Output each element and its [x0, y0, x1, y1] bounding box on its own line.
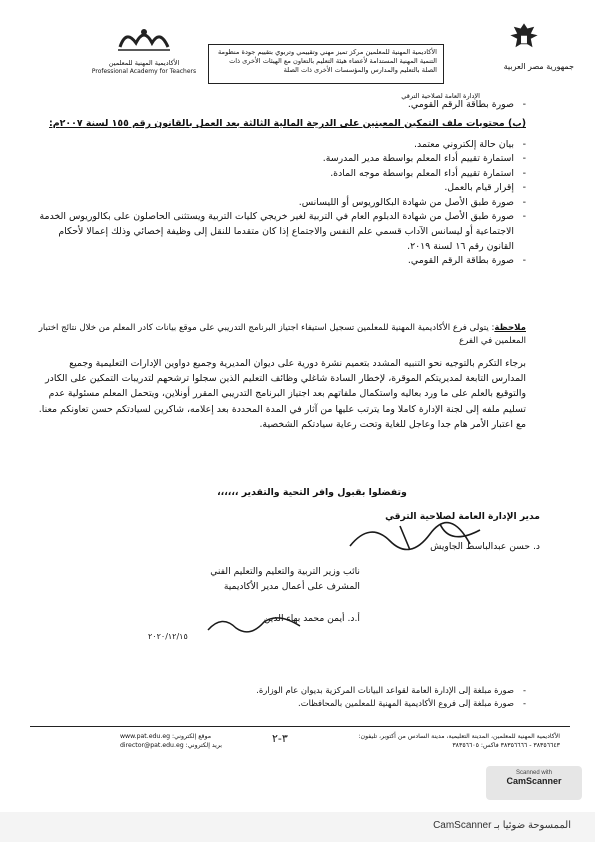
section-b-heading: (ب) محتويات ملف التمكين المعينين على الدرجة المالية الثالثة بعد العمل بالقانون رقم ١٥٥ لسنة ٢٠٠٧م: [49, 118, 526, 129]
note-block [38, 322, 526, 348]
list-item: - استمارة تقييم أداء المعلم بواسطة موجه المادة. [330, 167, 526, 179]
country-name: جمهورية مصر العربية [503, 62, 574, 71]
note-text: : يتولى فرع الأكاديمية المهنية للمعلمين تسجيل استيفاء اجتياز البرنامج التدريبي على موقع بيانات كادر المعلم من خلال نتائج اختبار المعلمين في الفرع [38, 323, 526, 346]
eagle-emblem-icon [507, 20, 541, 54]
list-item: - بيان حالة إلكتروني معتمد. [414, 138, 526, 150]
signatory-1-title: مدير الإدارة العامة لصلاحية الترقي [385, 511, 540, 522]
scanner-watermark [486, 766, 582, 800]
footer-divider [30, 726, 570, 727]
email-link[interactable]: director@pat.edu.eg [120, 741, 184, 749]
bottom-caption-bar [0, 812, 595, 842]
signatory-2-name: أ.د. أيمن محمد بهاء الدين [263, 613, 360, 625]
signature-block-1 [330, 510, 540, 554]
signatory-2-line2: المشرف على أعمال مدير الأكاديمية [223, 580, 360, 592]
list-item: - صورة بطاقة الرقم القومي. [407, 99, 526, 110]
body-paragraph: برجاء التكرم بالتوجيه نحو التنبيه المشدد بتعميم نشرة دورية على ديوان المديرية وجميع دواوين الإدارات التعليمية وجميع المدارس التابعة لمديريتكم الموقرة، لإخطار السادة شاغلي وظائف التعليم الذين سجلوا ترشحهم لتدريبات التمكين على الكادر والتوقيع بالعلم على ما ورد بعاليه واستكمال ملفاتهم بعد اجتياز البرنامج التدريبي المقرر أونلاين، ويتحمل المعلم مسئولية عدم تسليم ملفه إلى لجنة الإدارة كاملا وما يترتب عليها من آثار في المدة المحددة بعد إعلامه، شاكرين لسيادتكم حسن تعاونكم معنا. مع اعتبار الأمر هام جدا وعاجل للغاية وتحت رعاية سيادتكم الشخصية. [38, 358, 526, 430]
academy-name-en: Professional Academy for Teachers [91, 68, 197, 75]
copies-list [38, 684, 526, 711]
scanned-with-label: Scanned with [515, 770, 553, 776]
signatory-1-name: د. حسن عبدالباسط الجاويش [430, 540, 540, 552]
emblem-block [474, 20, 574, 71]
bottom-caption: الممسوحة ضوئيا بـ CamScanner [433, 820, 571, 831]
academy-description-box: الأكاديمية المهنية للمعلمين مركز تميز مهني وتقييمي وتربوي بتقييم جودة منظومة التنمية المهنية المستدامة لأعضاء هيئة التعليم بالتعاون مع الهيئات الأخرى ذات الصلة بالتعليم والمدارس والمؤسسات الأخرى ذات الصلة [208, 44, 444, 84]
list-item: - صورة بطاقة الرقم القومي. [407, 255, 526, 267]
footer-contacts [120, 733, 310, 751]
list-item: - صورة مبلغة إلى فروع الأكاديمية المهنية للمعلمين بالمحافظات. [298, 698, 526, 709]
academy-name-ar: الأكاديمية المهنية للمعلمين [108, 59, 180, 67]
camscanner-brand: CamScanner [506, 776, 562, 786]
email-label: بريد إلكتروني: [185, 741, 222, 749]
list-item: - صورة مبلغة إلى الإدارة العامة لقواعد البيانات المركزية بديوان عام الوزارة. [256, 685, 526, 695]
signatory-2-line1: نائب وزير التربية والتعليم والتعليم الفني [210, 566, 360, 577]
footer-address: الأكاديمية المهنية للمعلمين، المدينة التعليمية، مدينة السادس من أكتوبر، تليفون: ٣٨٣٥٦٦٤٣ - ٣٨٣٥٦٦٦٦ فاكس: ٣٨٣٥٦٦٠٥ [358, 733, 560, 749]
department-label: الإدارة العامة لصلاحية الترقي [401, 92, 480, 100]
list-item: - صورة طبق الأصل من شهادة الدبلوم العام في التربية لغير خريجي كليات التربية ويستثنى الحاصلون على بكالوريوس الخدمة الاجتماعية أو ليسانس الآداب قسمي علم النفس والاجتماع إذا كان متقدما للنقل إلى وظيفة إخصائي وذلك إعمالا لأحكام القانون رقم ١٦ لسنة ٢٠١٩. [39, 211, 526, 252]
list-item: - صورة طبق الأصل من شهادة البكالوريوس أو الليسانس. [298, 196, 526, 208]
signature-2-date: ٢٠٢٠/١٢/١٥ [148, 632, 188, 641]
website-link[interactable]: www.pat.edu.eg [120, 733, 171, 740]
section-a-tail [38, 98, 526, 113]
list-item: - إقرار قيام بالعمل. [444, 182, 526, 194]
page-number: ٣-٢ [272, 732, 288, 745]
list-item: - استمارة تقييم أداء المعلم بواسطة مدير المدرسة. [322, 153, 526, 165]
academy-logo-icon [114, 25, 174, 53]
website-label: موقع إلكتروني: [172, 733, 212, 740]
section-b [38, 117, 526, 269]
note-label: ملاحظة [494, 323, 526, 333]
signature-block-2 [190, 565, 360, 627]
academy-logo-block [88, 25, 200, 75]
closing-line: وتفضلوا بقبول وافر التحية والتقدير ،،،،،، [217, 487, 407, 498]
